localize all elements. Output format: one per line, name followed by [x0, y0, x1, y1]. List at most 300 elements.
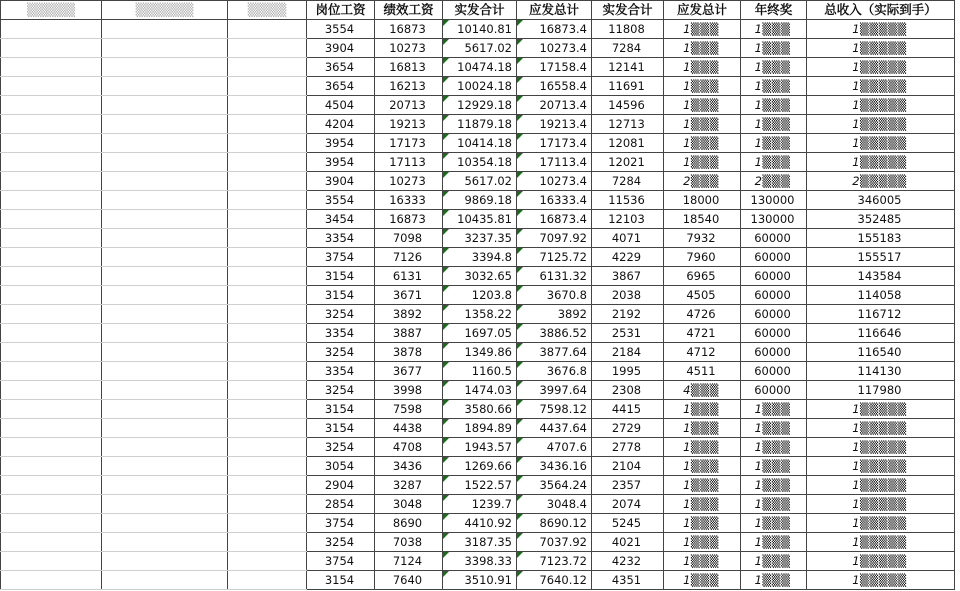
- table-cell[interactable]: 3436.16: [517, 457, 592, 476]
- blank-cell[interactable]: [228, 400, 307, 419]
- blank-cell[interactable]: [228, 495, 307, 514]
- table-cell[interactable]: 1▒▒▒: [664, 58, 741, 77]
- blank-cell[interactable]: [1, 476, 102, 495]
- blank-cell[interactable]: [228, 324, 307, 343]
- table-cell[interactable]: 1160.5: [443, 362, 517, 381]
- blank-cell[interactable]: [1, 571, 102, 590]
- table-cell[interactable]: 8690.12: [517, 514, 592, 533]
- blank-cell[interactable]: [228, 39, 307, 58]
- blank-cell[interactable]: [1, 438, 102, 457]
- table-cell[interactable]: 1▒▒▒: [664, 533, 741, 552]
- blank-cell[interactable]: [102, 533, 228, 552]
- table-cell[interactable]: 1▒▒▒▒▒: [807, 153, 955, 172]
- table-cell[interactable]: 7126: [375, 248, 443, 267]
- blank-cell[interactable]: [228, 172, 307, 191]
- table-cell[interactable]: 6131: [375, 267, 443, 286]
- table-cell[interactable]: 10024.18: [443, 77, 517, 96]
- table-cell[interactable]: 11879.18: [443, 115, 517, 134]
- blank-cell[interactable]: [1, 210, 102, 229]
- table-cell[interactable]: 12081: [592, 134, 664, 153]
- table-cell[interactable]: 1▒▒▒▒▒: [807, 514, 955, 533]
- table-cell[interactable]: 6131.32: [517, 267, 592, 286]
- table-cell[interactable]: 3954: [307, 153, 375, 172]
- blank-cell[interactable]: [1, 324, 102, 343]
- table-cell[interactable]: 1▒▒▒: [741, 153, 807, 172]
- table-cell[interactable]: 1▒▒▒▒▒: [807, 134, 955, 153]
- table-cell[interactable]: 1894.89: [443, 419, 517, 438]
- blank-cell[interactable]: [102, 476, 228, 495]
- table-cell[interactable]: 3892: [375, 305, 443, 324]
- table-cell[interactable]: 2184: [592, 343, 664, 362]
- table-cell[interactable]: 5617.02: [443, 172, 517, 191]
- blank-cell[interactable]: [1, 381, 102, 400]
- blank-cell[interactable]: [1, 286, 102, 305]
- table-cell[interactable]: 4726: [664, 305, 741, 324]
- table-cell[interactable]: 1▒▒▒: [664, 571, 741, 590]
- table-cell[interactable]: 1▒▒▒: [741, 438, 807, 457]
- blank-cell[interactable]: [228, 134, 307, 153]
- table-cell[interactable]: 3877.64: [517, 343, 592, 362]
- blank-cell[interactable]: [102, 229, 228, 248]
- blank-cell[interactable]: [102, 457, 228, 476]
- blank-cell[interactable]: [1, 495, 102, 514]
- table-cell[interactable]: 3892: [517, 305, 592, 324]
- table-cell[interactable]: 1▒▒▒: [664, 552, 741, 571]
- table-cell[interactable]: 1▒▒▒: [664, 39, 741, 58]
- blank-cell[interactable]: [228, 343, 307, 362]
- header-gross-total[interactable]: 应发总计: [517, 1, 592, 20]
- table-cell[interactable]: 3954: [307, 134, 375, 153]
- blank-cell[interactable]: [228, 533, 307, 552]
- table-cell[interactable]: 1697.05: [443, 324, 517, 343]
- table-cell[interactable]: 20713.4: [517, 96, 592, 115]
- table-cell[interactable]: 3997.64: [517, 381, 592, 400]
- table-cell[interactable]: 117980: [807, 381, 955, 400]
- table-cell[interactable]: 16873: [375, 210, 443, 229]
- table-cell[interactable]: 60000: [741, 267, 807, 286]
- table-cell[interactable]: 4437.64: [517, 419, 592, 438]
- table-cell[interactable]: 3886.52: [517, 324, 592, 343]
- table-cell[interactable]: 1▒▒▒▒▒: [807, 20, 955, 39]
- blank-cell[interactable]: [1, 172, 102, 191]
- header-performance-salary[interactable]: 绩效工资: [375, 1, 443, 20]
- blank-cell[interactable]: [102, 134, 228, 153]
- table-cell[interactable]: 16873.4: [517, 210, 592, 229]
- table-cell[interactable]: 2308: [592, 381, 664, 400]
- blank-cell[interactable]: [1, 533, 102, 552]
- table-cell[interactable]: 3670.8: [517, 286, 592, 305]
- table-cell[interactable]: 7932: [664, 229, 741, 248]
- table-cell[interactable]: 3254: [307, 533, 375, 552]
- blank-cell[interactable]: [102, 514, 228, 533]
- table-cell[interactable]: 3436: [375, 457, 443, 476]
- blank-cell[interactable]: [228, 571, 307, 590]
- blank-cell[interactable]: [102, 191, 228, 210]
- blank-cell[interactable]: [1, 267, 102, 286]
- table-cell[interactable]: 17113: [375, 153, 443, 172]
- blank-cell[interactable]: [1, 96, 102, 115]
- table-cell[interactable]: 1943.57: [443, 438, 517, 457]
- table-cell[interactable]: 4232: [592, 552, 664, 571]
- table-cell[interactable]: 3254: [307, 305, 375, 324]
- table-cell[interactable]: 3580.66: [443, 400, 517, 419]
- table-cell[interactable]: 1▒▒▒: [741, 20, 807, 39]
- blank-cell[interactable]: [228, 153, 307, 172]
- table-cell[interactable]: 12713: [592, 115, 664, 134]
- blank-cell[interactable]: [228, 229, 307, 248]
- table-cell[interactable]: 1▒▒▒: [664, 77, 741, 96]
- table-cell[interactable]: 2▒▒▒: [664, 172, 741, 191]
- table-cell[interactable]: 1995: [592, 362, 664, 381]
- table-cell[interactable]: 3287: [375, 476, 443, 495]
- table-cell[interactable]: 116712: [807, 305, 955, 324]
- table-cell[interactable]: 4229: [592, 248, 664, 267]
- table-cell[interactable]: 4721: [664, 324, 741, 343]
- table-cell[interactable]: 7037.92: [517, 533, 592, 552]
- table-cell[interactable]: 10273.4: [517, 39, 592, 58]
- table-cell[interactable]: 3904: [307, 39, 375, 58]
- blank-cell[interactable]: [102, 248, 228, 267]
- table-cell[interactable]: 11808: [592, 20, 664, 39]
- blank-cell[interactable]: [102, 419, 228, 438]
- table-cell[interactable]: 12103: [592, 210, 664, 229]
- table-cell[interactable]: 130000: [741, 191, 807, 210]
- blank-cell[interactable]: [1, 153, 102, 172]
- header-blurred-3[interactable]: ▒▒▒▒: [228, 1, 307, 20]
- table-cell[interactable]: 19213: [375, 115, 443, 134]
- blank-cell[interactable]: [102, 400, 228, 419]
- table-cell[interactable]: 3394.8: [443, 248, 517, 267]
- table-cell[interactable]: 18540: [664, 210, 741, 229]
- table-cell[interactable]: 352485: [807, 210, 955, 229]
- table-cell[interactable]: 1▒▒▒▒▒: [807, 58, 955, 77]
- table-cell[interactable]: 10273.4: [517, 172, 592, 191]
- blank-cell[interactable]: [1, 39, 102, 58]
- table-cell[interactable]: 10354.18: [443, 153, 517, 172]
- table-cell[interactable]: 1▒▒▒: [741, 77, 807, 96]
- blank-cell[interactable]: [228, 305, 307, 324]
- blank-cell[interactable]: [1, 400, 102, 419]
- table-cell[interactable]: 17113.4: [517, 153, 592, 172]
- table-cell[interactable]: 7640.12: [517, 571, 592, 590]
- table-cell[interactable]: 3354: [307, 324, 375, 343]
- table-cell[interactable]: 3398.33: [443, 552, 517, 571]
- table-cell[interactable]: 7125.72: [517, 248, 592, 267]
- table-cell[interactable]: 10273: [375, 172, 443, 191]
- table-cell[interactable]: 11536: [592, 191, 664, 210]
- table-cell[interactable]: 2▒▒▒▒▒: [807, 172, 955, 191]
- table-cell[interactable]: 143584: [807, 267, 955, 286]
- table-cell[interactable]: 3564.24: [517, 476, 592, 495]
- table-cell[interactable]: 9869.18: [443, 191, 517, 210]
- table-cell[interactable]: 3676.8: [517, 362, 592, 381]
- table-cell[interactable]: 3154: [307, 571, 375, 590]
- blank-cell[interactable]: [228, 96, 307, 115]
- blank-cell[interactable]: [102, 495, 228, 514]
- table-cell[interactable]: 10435.81: [443, 210, 517, 229]
- table-cell[interactable]: 1▒▒▒: [741, 533, 807, 552]
- table-cell[interactable]: 1▒▒▒: [741, 514, 807, 533]
- table-cell[interactable]: 60000: [741, 343, 807, 362]
- table-cell[interactable]: 18000: [664, 191, 741, 210]
- blank-cell[interactable]: [228, 115, 307, 134]
- table-cell[interactable]: 1▒▒▒: [741, 58, 807, 77]
- table-cell[interactable]: 1▒▒▒▒▒: [807, 533, 955, 552]
- blank-cell[interactable]: [102, 438, 228, 457]
- blank-cell[interactable]: [1, 419, 102, 438]
- table-cell[interactable]: 1239.7: [443, 495, 517, 514]
- table-cell[interactable]: 1▒▒▒: [741, 96, 807, 115]
- table-cell[interactable]: 3154: [307, 286, 375, 305]
- table-cell[interactable]: 4021: [592, 533, 664, 552]
- table-cell[interactable]: 16333.4: [517, 191, 592, 210]
- blank-cell[interactable]: [102, 77, 228, 96]
- table-cell[interactable]: 4410.92: [443, 514, 517, 533]
- table-cell[interactable]: 1▒▒▒: [664, 476, 741, 495]
- table-cell[interactable]: 2531: [592, 324, 664, 343]
- table-cell[interactable]: 16333: [375, 191, 443, 210]
- blank-cell[interactable]: [228, 20, 307, 39]
- blank-cell[interactable]: [228, 381, 307, 400]
- table-cell[interactable]: 12021: [592, 153, 664, 172]
- table-cell[interactable]: 3254: [307, 343, 375, 362]
- table-cell[interactable]: 1▒▒▒: [664, 20, 741, 39]
- table-cell[interactable]: 3254: [307, 381, 375, 400]
- table-cell[interactable]: 1269.66: [443, 457, 517, 476]
- blank-cell[interactable]: [1, 58, 102, 77]
- table-cell[interactable]: 114058: [807, 286, 955, 305]
- table-cell[interactable]: 16873: [375, 20, 443, 39]
- table-cell[interactable]: 114130: [807, 362, 955, 381]
- table-cell[interactable]: 3237.35: [443, 229, 517, 248]
- table-cell[interactable]: 17173: [375, 134, 443, 153]
- table-cell[interactable]: 3048: [375, 495, 443, 514]
- table-cell[interactable]: 155517: [807, 248, 955, 267]
- table-cell[interactable]: 2904: [307, 476, 375, 495]
- table-cell[interactable]: 4204: [307, 115, 375, 134]
- table-cell[interactable]: 1474.03: [443, 381, 517, 400]
- table-cell[interactable]: 7598.12: [517, 400, 592, 419]
- header-blurred-1[interactable]: ▒▒▒▒▒: [1, 1, 102, 20]
- table-cell[interactable]: 20713: [375, 96, 443, 115]
- table-cell[interactable]: 16873.4: [517, 20, 592, 39]
- table-cell[interactable]: 7124: [375, 552, 443, 571]
- table-cell[interactable]: 7038: [375, 533, 443, 552]
- table-cell[interactable]: 1▒▒▒: [741, 134, 807, 153]
- table-cell[interactable]: 7123.72: [517, 552, 592, 571]
- table-cell[interactable]: 4▒▒▒: [664, 381, 741, 400]
- blank-cell[interactable]: [228, 210, 307, 229]
- blank-cell[interactable]: [228, 248, 307, 267]
- table-cell[interactable]: 1▒▒▒▒▒: [807, 457, 955, 476]
- table-cell[interactable]: 2778: [592, 438, 664, 457]
- table-cell[interactable]: 1▒▒▒: [664, 134, 741, 153]
- table-cell[interactable]: 155183: [807, 229, 955, 248]
- table-cell[interactable]: 3754: [307, 552, 375, 571]
- table-cell[interactable]: 1▒▒▒▒▒: [807, 438, 955, 457]
- table-cell[interactable]: 14596: [592, 96, 664, 115]
- blank-cell[interactable]: [102, 267, 228, 286]
- table-cell[interactable]: 1358.22: [443, 305, 517, 324]
- blank-cell[interactable]: [102, 305, 228, 324]
- table-cell[interactable]: 10140.81: [443, 20, 517, 39]
- blank-cell[interactable]: [102, 552, 228, 571]
- table-cell[interactable]: 346005: [807, 191, 955, 210]
- table-cell[interactable]: 1▒▒▒: [741, 571, 807, 590]
- table-cell[interactable]: 3048.4: [517, 495, 592, 514]
- table-cell[interactable]: 60000: [741, 381, 807, 400]
- table-cell[interactable]: 2854: [307, 495, 375, 514]
- blank-cell[interactable]: [102, 96, 228, 115]
- table-cell[interactable]: 3867: [592, 267, 664, 286]
- table-cell[interactable]: 3754: [307, 514, 375, 533]
- table-cell[interactable]: 4712: [664, 343, 741, 362]
- table-cell[interactable]: 1▒▒▒▒▒: [807, 115, 955, 134]
- table-cell[interactable]: 3554: [307, 20, 375, 39]
- blank-cell[interactable]: [102, 39, 228, 58]
- blank-cell[interactable]: [1, 248, 102, 267]
- table-cell[interactable]: 2▒▒▒: [741, 172, 807, 191]
- table-cell[interactable]: 2038: [592, 286, 664, 305]
- blank-cell[interactable]: [1, 514, 102, 533]
- blank-cell[interactable]: [102, 324, 228, 343]
- blank-cell[interactable]: [1, 77, 102, 96]
- table-cell[interactable]: 3754: [307, 248, 375, 267]
- table-cell[interactable]: 1▒▒▒: [741, 400, 807, 419]
- table-cell[interactable]: 4708: [375, 438, 443, 457]
- blank-cell[interactable]: [1, 20, 102, 39]
- table-cell[interactable]: 60000: [741, 305, 807, 324]
- table-cell[interactable]: 1▒▒▒: [741, 115, 807, 134]
- table-cell[interactable]: 7098: [375, 229, 443, 248]
- table-cell[interactable]: 1▒▒▒: [664, 457, 741, 476]
- table-cell[interactable]: 1▒▒▒▒▒: [807, 571, 955, 590]
- blank-cell[interactable]: [228, 191, 307, 210]
- table-cell[interactable]: 16558.4: [517, 77, 592, 96]
- table-cell[interactable]: 4511: [664, 362, 741, 381]
- table-cell[interactable]: 60000: [741, 248, 807, 267]
- header-base-salary[interactable]: 岗位工资: [307, 1, 375, 20]
- blank-cell[interactable]: [102, 20, 228, 39]
- table-cell[interactable]: 1▒▒▒▒▒: [807, 77, 955, 96]
- blank-cell[interactable]: [102, 58, 228, 77]
- blank-cell[interactable]: [228, 457, 307, 476]
- table-cell[interactable]: 1▒▒▒▒▒: [807, 400, 955, 419]
- table-cell[interactable]: 3354: [307, 229, 375, 248]
- table-cell[interactable]: 2074: [592, 495, 664, 514]
- blank-cell[interactable]: [102, 115, 228, 134]
- table-cell[interactable]: 1▒▒▒: [741, 457, 807, 476]
- blank-cell[interactable]: [228, 77, 307, 96]
- table-cell[interactable]: 3354: [307, 362, 375, 381]
- blank-cell[interactable]: [102, 210, 228, 229]
- table-cell[interactable]: 7960: [664, 248, 741, 267]
- table-cell[interactable]: 3654: [307, 77, 375, 96]
- table-cell[interactable]: 6965: [664, 267, 741, 286]
- table-cell[interactable]: 60000: [741, 362, 807, 381]
- table-cell[interactable]: 3510.91: [443, 571, 517, 590]
- table-cell[interactable]: 7284: [592, 39, 664, 58]
- table-cell[interactable]: 2729: [592, 419, 664, 438]
- table-cell[interactable]: 1▒▒▒: [664, 438, 741, 457]
- blank-cell[interactable]: [1, 457, 102, 476]
- table-cell[interactable]: 5245: [592, 514, 664, 533]
- blank-cell[interactable]: [228, 362, 307, 381]
- table-cell[interactable]: 3187.35: [443, 533, 517, 552]
- table-cell[interactable]: 1▒▒▒▒▒: [807, 96, 955, 115]
- header-gross-total-2[interactable]: 应发总计: [664, 1, 741, 20]
- table-cell[interactable]: 4707.6: [517, 438, 592, 457]
- table-cell[interactable]: 1▒▒▒: [741, 552, 807, 571]
- table-cell[interactable]: 1▒▒▒: [741, 476, 807, 495]
- blank-cell[interactable]: [228, 267, 307, 286]
- table-cell[interactable]: 7598: [375, 400, 443, 419]
- table-cell[interactable]: 3677: [375, 362, 443, 381]
- table-cell[interactable]: 16213: [375, 77, 443, 96]
- header-total-income[interactable]: 总收入（实际到手）: [807, 1, 955, 20]
- blank-cell[interactable]: [228, 514, 307, 533]
- table-cell[interactable]: 1▒▒▒▒▒: [807, 552, 955, 571]
- table-cell[interactable]: 7284: [592, 172, 664, 191]
- table-cell[interactable]: 2357: [592, 476, 664, 495]
- table-cell[interactable]: 3154: [307, 419, 375, 438]
- table-cell[interactable]: 1▒▒▒: [664, 96, 741, 115]
- table-cell[interactable]: 8690: [375, 514, 443, 533]
- blank-cell[interactable]: [1, 305, 102, 324]
- blank-cell[interactable]: [228, 552, 307, 571]
- blank-cell[interactable]: [102, 381, 228, 400]
- table-cell[interactable]: 1▒▒▒▒▒: [807, 39, 955, 58]
- blank-cell[interactable]: [228, 419, 307, 438]
- table-cell[interactable]: 16813: [375, 58, 443, 77]
- blank-cell[interactable]: [102, 362, 228, 381]
- header-net-total[interactable]: 实发合计: [443, 1, 517, 20]
- table-cell[interactable]: 12929.18: [443, 96, 517, 115]
- table-cell[interactable]: 60000: [741, 286, 807, 305]
- table-cell[interactable]: 3154: [307, 400, 375, 419]
- blank-cell[interactable]: [1, 134, 102, 153]
- table-cell[interactable]: 4071: [592, 229, 664, 248]
- table-cell[interactable]: 7097.92: [517, 229, 592, 248]
- table-cell[interactable]: 4351: [592, 571, 664, 590]
- blank-cell[interactable]: [102, 172, 228, 191]
- table-cell[interactable]: 60000: [741, 324, 807, 343]
- table-cell[interactable]: 3904: [307, 172, 375, 191]
- table-cell[interactable]: 116540: [807, 343, 955, 362]
- table-cell[interactable]: 1203.8: [443, 286, 517, 305]
- table-cell[interactable]: 1▒▒▒: [664, 514, 741, 533]
- blank-cell[interactable]: [1, 343, 102, 362]
- table-cell[interactable]: 17158.4: [517, 58, 592, 77]
- table-cell[interactable]: 1▒▒▒▒▒: [807, 476, 955, 495]
- table-cell[interactable]: 1▒▒▒: [741, 495, 807, 514]
- table-cell[interactable]: 116646: [807, 324, 955, 343]
- table-cell[interactable]: 3878: [375, 343, 443, 362]
- table-cell[interactable]: 17173.4: [517, 134, 592, 153]
- table-cell[interactable]: 1▒▒▒: [664, 400, 741, 419]
- table-cell[interactable]: 2104: [592, 457, 664, 476]
- table-cell[interactable]: 4438: [375, 419, 443, 438]
- blank-cell[interactable]: [228, 286, 307, 305]
- table-cell[interactable]: 1▒▒▒: [664, 115, 741, 134]
- table-cell[interactable]: 4505: [664, 286, 741, 305]
- table-cell[interactable]: 1349.86: [443, 343, 517, 362]
- blank-cell[interactable]: [102, 286, 228, 305]
- table-cell[interactable]: 3887: [375, 324, 443, 343]
- table-cell[interactable]: 4504: [307, 96, 375, 115]
- table-cell[interactable]: 5617.02: [443, 39, 517, 58]
- table-cell[interactable]: 3154: [307, 267, 375, 286]
